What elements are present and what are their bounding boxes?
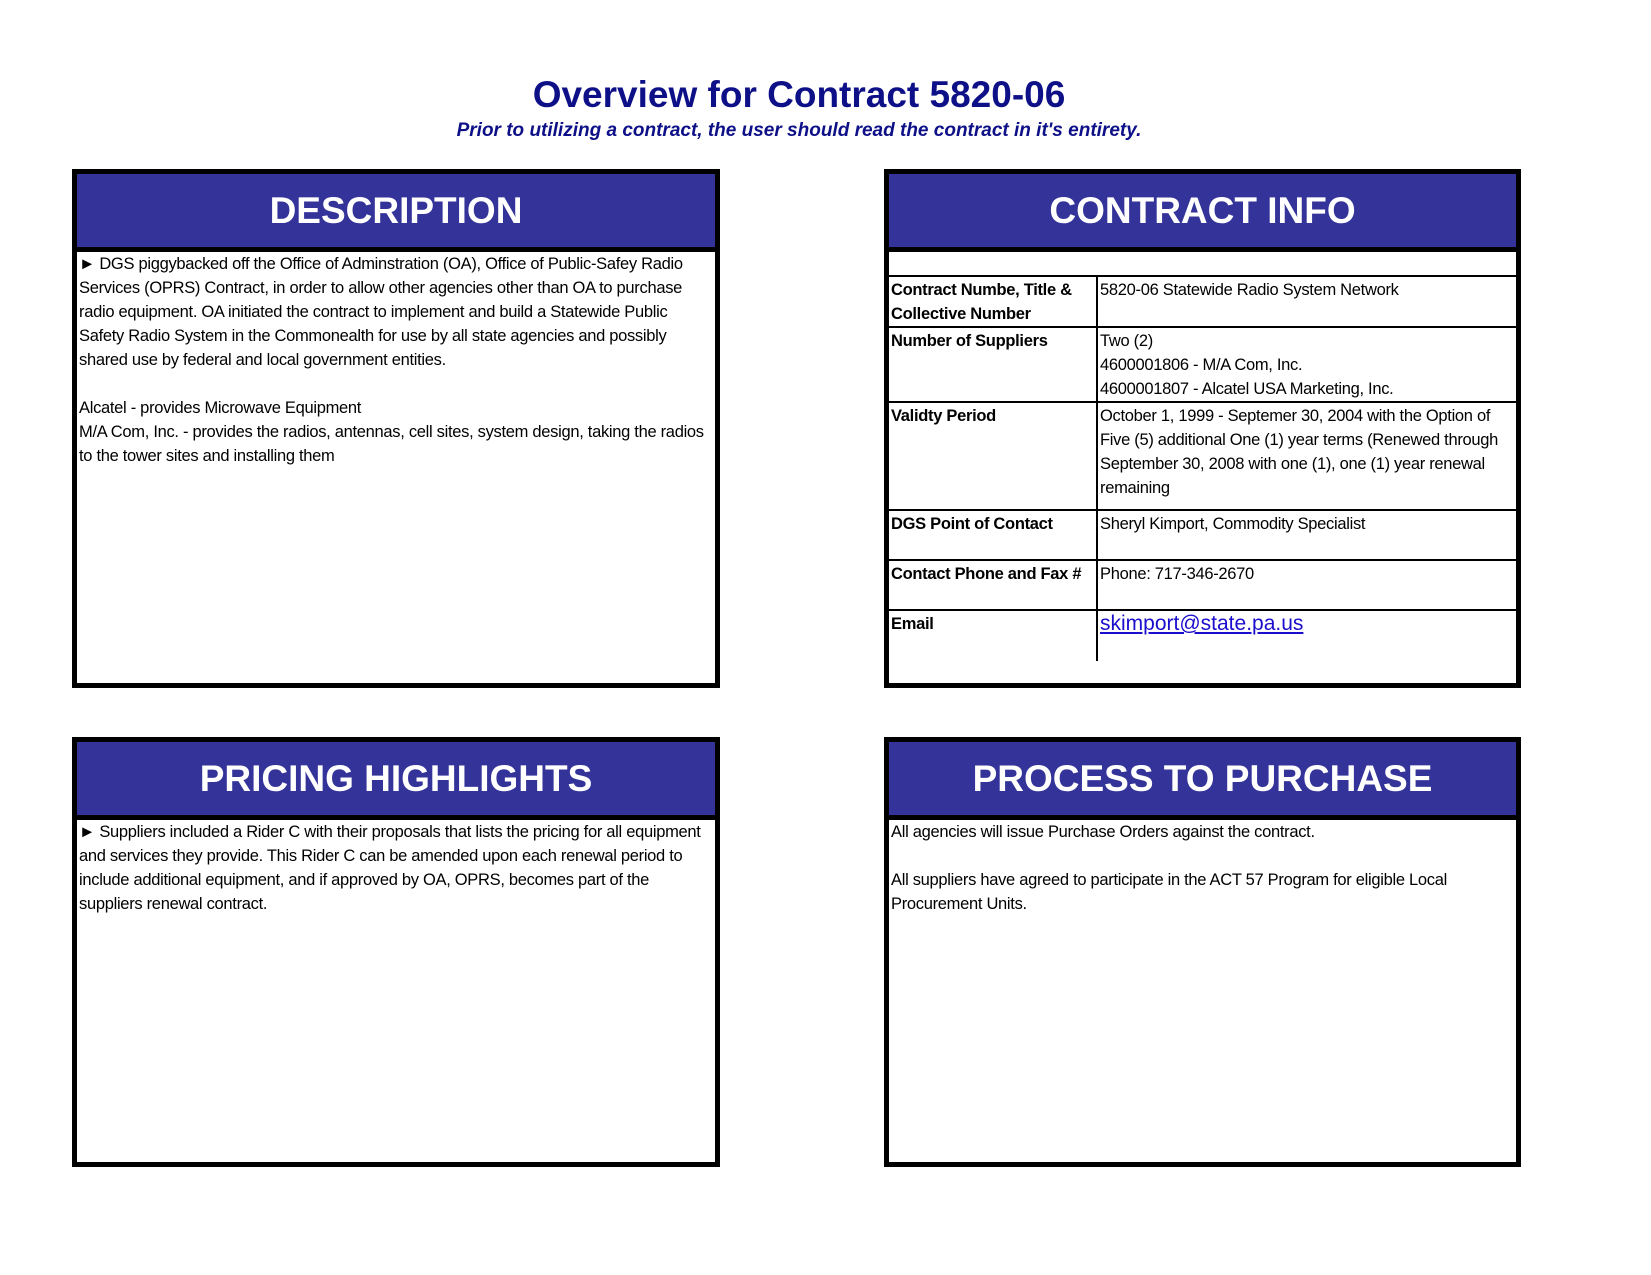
email-value — [1097, 610, 1516, 661]
description-paragraph: Alcatel - provides Microwave Equipment — [79, 399, 362, 417]
contact-value: Sheryl Kimport, Commodity Specialist — [1097, 510, 1516, 560]
contract-info-panel — [884, 169, 1521, 688]
process-heading: PROCESS TO PURCHASE — [889, 742, 1516, 820]
validity-value: October 1, 1999 - Septemer 30, 2004 with the Option of Five (5) additional One (1) year terms (Renewed through September 30, 2008 with one (1), one (1) year renewal remaining — [1097, 402, 1516, 510]
validity-label: Validty Period — [889, 402, 1097, 510]
pricing-paragraph: ► Suppliers included a Rider C with their proposals that lists the pricing for all equipment and services they provide. This Rider C can be amended upon each renewal period to include additional equipment, and if approved by OA, OPRS, becomes part of the suppliers renewal contract. — [79, 823, 701, 913]
process-panel — [884, 737, 1521, 1167]
page-title: Overview for Contract 5820-06 — [532, 74, 1066, 115]
description-paragraph: ► DGS piggybacked off the Office of Adminstration (OA), Office of Public-Safey Radio Services (OPRS) Contract, in order to allow other agencies other than OA to purchase radio equipment. OA initiated the contract to implement and build a Statewide Public Safety Radio System in the Commonealth for use by all state agencies and possibly shared use by federal and local government entities. — [79, 255, 683, 369]
description-heading: DESCRIPTION — [77, 174, 715, 252]
suppliers-label: Number of Suppliers — [889, 327, 1097, 402]
phone-value: Phone: 717-346-2670 — [1097, 560, 1516, 610]
contract-info-table — [889, 252, 1516, 661]
table-row — [889, 560, 1516, 610]
contract-info-heading: CONTRACT INFO — [889, 174, 1516, 252]
email-label: Email — [889, 610, 1097, 661]
page-subtitle: Prior to utilizing a contract, the user should read the contract in it's entirety. — [456, 120, 1142, 141]
phone-label: Contact Phone and Fax # — [889, 560, 1097, 610]
suppliers-line: 4600001806 - M/A Com, Inc. — [1100, 356, 1303, 374]
suppliers-line: Two (2) — [1100, 332, 1153, 350]
table-row — [889, 402, 1516, 510]
table-row — [889, 327, 1516, 402]
table-row — [889, 510, 1516, 560]
table-row — [889, 276, 1516, 327]
pricing-body — [77, 820, 715, 916]
process-paragraph: All agencies will issue Purchase Orders against the contract. — [891, 823, 1315, 841]
pricing-panel — [72, 737, 720, 1167]
contact-label: DGS Point of Contact — [889, 510, 1097, 560]
description-body — [77, 252, 715, 468]
contract-number-label: Contract Numbe, Title & Collective Number — [889, 276, 1097, 327]
contract-number-value: 5820-06 Statewide Radio System Network — [1097, 276, 1516, 327]
process-paragraph: All suppliers have agreed to participate in the ACT 57 Program for eligible Local Procurement Units. — [891, 871, 1447, 913]
table-row — [889, 610, 1516, 661]
pricing-heading: PRICING HIGHLIGHTS — [77, 742, 715, 820]
suppliers-line: 4600001807 - Alcatel USA Marketing, Inc. — [1100, 380, 1394, 398]
process-body — [889, 820, 1516, 916]
description-paragraph: M/A Com, Inc. - provides the radios, antennas, cell sites, system design, taking the radios to the tower sites and installing them — [79, 423, 704, 465]
description-panel — [72, 169, 720, 688]
table-row — [889, 252, 1516, 276]
email-link[interactable]: skimport@state.pa.us — [1100, 612, 1304, 635]
suppliers-value — [1097, 327, 1516, 402]
